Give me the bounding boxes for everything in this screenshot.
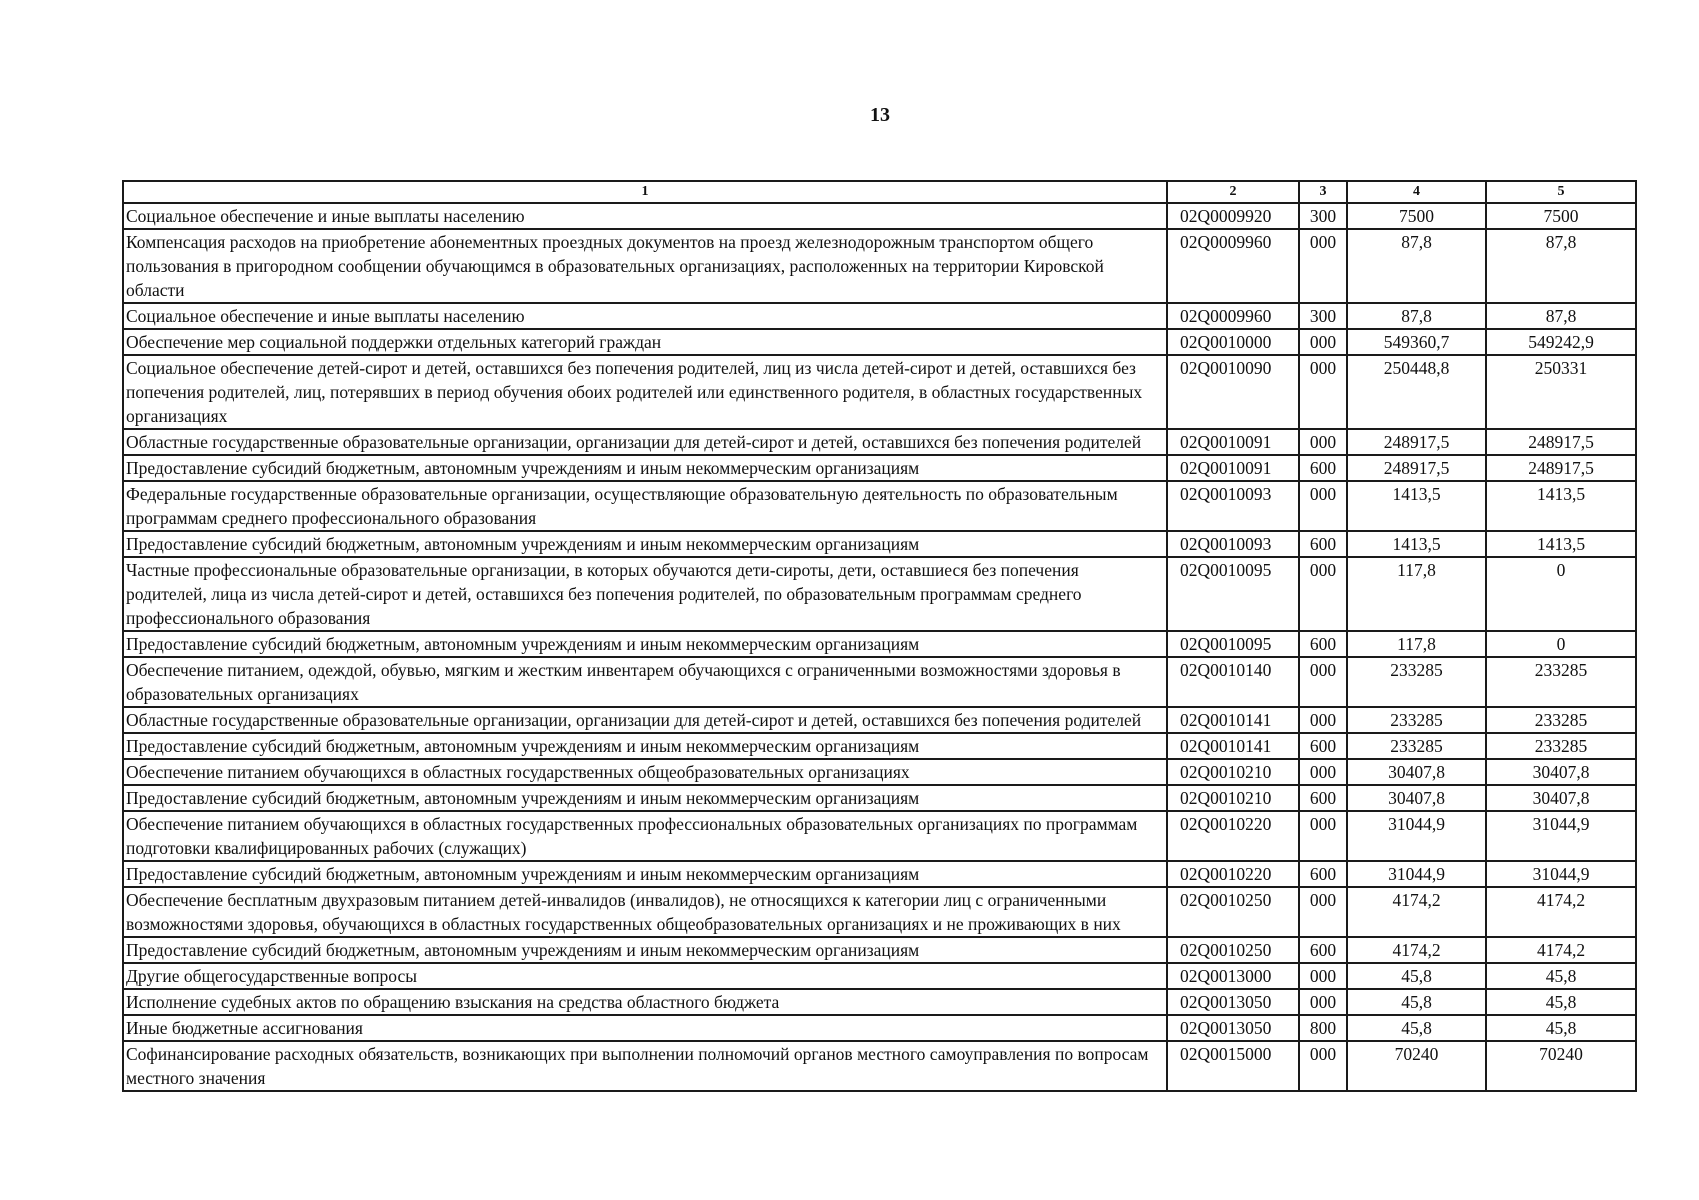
row-name: Предоставление субсидий бюджетным, автономным учреждениям и иным некоммерческим организациям — [123, 733, 1167, 759]
row-value-4: 250448,8 — [1347, 355, 1486, 429]
row-type: 600 — [1299, 631, 1347, 657]
row-type: 600 — [1299, 733, 1347, 759]
row-value-5: 31044,9 — [1486, 811, 1636, 861]
row-name: Предоставление субсидий бюджетным, автономным учреждениям и иным некоммерческим организациям — [123, 631, 1167, 657]
table-row — [123, 733, 1636, 759]
table-row — [123, 631, 1636, 657]
row-code: 02Q0009960 — [1167, 303, 1299, 329]
row-value-5: 31044,9 — [1486, 861, 1636, 887]
row-value-4: 7500 — [1347, 203, 1486, 229]
table-row — [123, 785, 1636, 811]
table-row — [123, 531, 1636, 557]
row-name: Предоставление субсидий бюджетным, автономным учреждениям и иным некоммерческим организациям — [123, 785, 1167, 811]
row-name: Областные государственные образовательные организации, организации для детей-сирот и детей, оставшихся без попечения родителей — [123, 707, 1167, 733]
table-row — [123, 557, 1636, 631]
row-name: Предоставление субсидий бюджетным, автономным учреждениям и иным некоммерческим организациям — [123, 861, 1167, 887]
row-value-4: 87,8 — [1347, 303, 1486, 329]
row-code: 02Q0010093 — [1167, 531, 1299, 557]
column-header: 5 — [1486, 181, 1636, 203]
row-name: Предоставление субсидий бюджетным, автономным учреждениям и иным некоммерческим организациям — [123, 531, 1167, 557]
row-value-5: 1413,5 — [1486, 531, 1636, 557]
table-row — [123, 203, 1636, 229]
column-header: 3 — [1299, 181, 1347, 203]
table-row — [123, 229, 1636, 303]
row-value-5: 45,8 — [1486, 989, 1636, 1015]
row-code: 02Q0010250 — [1167, 887, 1299, 937]
row-code: 02Q0010095 — [1167, 557, 1299, 631]
row-value-4: 233285 — [1347, 707, 1486, 733]
row-name: Компенсация расходов на приобретение абонементных проездных документов на проезд железнодорожным транспортом общего пользования в пригородном сообщении обучающимся в образовательных организациях, расположенных на территории Кировской области — [123, 229, 1167, 303]
row-name: Обеспечение бесплатным двухразовым питанием детей-инвалидов (инвалидов), не относящихся к категории лиц с ограниченными возможностями здоровья, обучающихся в областных государственных общеобразовательных организациях и не проживающих в них — [123, 887, 1167, 937]
row-value-4: 30407,8 — [1347, 785, 1486, 811]
row-name: Предоставление субсидий бюджетным, автономным учреждениям и иным некоммерческим организациям — [123, 937, 1167, 963]
row-value-5: 45,8 — [1486, 1015, 1636, 1041]
row-value-5: 248917,5 — [1486, 429, 1636, 455]
row-code: 02Q0010141 — [1167, 707, 1299, 733]
row-value-5: 233285 — [1486, 707, 1636, 733]
row-value-4: 4174,2 — [1347, 937, 1486, 963]
row-code: 02Q0010141 — [1167, 733, 1299, 759]
row-type: 000 — [1299, 355, 1347, 429]
row-value-4: 1413,5 — [1347, 481, 1486, 531]
table-row — [123, 329, 1636, 355]
row-value-5: 549242,9 — [1486, 329, 1636, 355]
table-row — [123, 861, 1636, 887]
row-code: 02Q0010000 — [1167, 329, 1299, 355]
row-value-5: 248917,5 — [1486, 455, 1636, 481]
row-name: Другие общегосударственные вопросы — [123, 963, 1167, 989]
row-name: Обеспечение питанием обучающихся в областных государственных профессиональных образовательных организациях по программам подготовки квалифицированных рабочих (служащих) — [123, 811, 1167, 861]
row-value-5: 1413,5 — [1486, 481, 1636, 531]
row-code: 02Q0010140 — [1167, 657, 1299, 707]
row-type: 600 — [1299, 785, 1347, 811]
row-type: 600 — [1299, 455, 1347, 481]
row-code: 02Q0010090 — [1167, 355, 1299, 429]
table-row — [123, 963, 1636, 989]
row-name: Федеральные государственные образовательные организации, осуществляющие образовательную деятельность по образовательным программам среднего профессионального образования — [123, 481, 1167, 531]
row-name: Социальное обеспечение детей-сирот и детей, оставшихся без попечения родителей, лиц из числа детей-сирот и детей, оставшихся без попечения родителей, лиц, потерявших в период обучения обоих родителей или единственного родителя, в областных государственных организациях — [123, 355, 1167, 429]
row-name: Иные бюджетные ассигнования — [123, 1015, 1167, 1041]
row-value-4: 233285 — [1347, 657, 1486, 707]
row-code: 02Q0010210 — [1167, 759, 1299, 785]
row-value-5: 87,8 — [1486, 303, 1636, 329]
row-code: 02Q0013050 — [1167, 1015, 1299, 1041]
page-number: 13 — [870, 104, 890, 126]
row-value-4: 70240 — [1347, 1041, 1486, 1091]
row-type: 000 — [1299, 557, 1347, 631]
table-header-row — [123, 181, 1636, 203]
row-code: 02Q0010220 — [1167, 811, 1299, 861]
row-type: 300 — [1299, 303, 1347, 329]
row-value-5: 45,8 — [1486, 963, 1636, 989]
row-type: 000 — [1299, 707, 1347, 733]
row-value-5: 4174,2 — [1486, 937, 1636, 963]
row-value-4: 549360,7 — [1347, 329, 1486, 355]
row-value-4: 45,8 — [1347, 963, 1486, 989]
budget-table — [122, 180, 1637, 1092]
row-value-4: 31044,9 — [1347, 861, 1486, 887]
row-type: 300 — [1299, 203, 1347, 229]
row-type: 000 — [1299, 887, 1347, 937]
table-row — [123, 355, 1636, 429]
row-type: 600 — [1299, 937, 1347, 963]
row-type: 600 — [1299, 861, 1347, 887]
column-header: 2 — [1167, 181, 1299, 203]
row-value-4: 4174,2 — [1347, 887, 1486, 937]
row-type: 000 — [1299, 329, 1347, 355]
row-value-5: 87,8 — [1486, 229, 1636, 303]
row-code: 02Q0015000 — [1167, 1041, 1299, 1091]
row-name: Обеспечение питанием обучающихся в областных государственных общеобразовательных организациях — [123, 759, 1167, 785]
row-type: 000 — [1299, 481, 1347, 531]
row-name: Обеспечение питанием, одеждой, обувью, мягким и жестким инвентарем обучающихся с ограниченными возможностями здоровья в образовательных организациях — [123, 657, 1167, 707]
table-row — [123, 1015, 1636, 1041]
table-row — [123, 1041, 1636, 1091]
row-type: 000 — [1299, 989, 1347, 1015]
row-code: 02Q0010093 — [1167, 481, 1299, 531]
row-value-5: 0 — [1486, 557, 1636, 631]
table-row — [123, 759, 1636, 785]
table-row — [123, 657, 1636, 707]
row-name: Софинансирование расходных обязательств, возникающих при выполнении полномочий органов местного самоуправления по вопросам местного значения — [123, 1041, 1167, 1091]
table-row — [123, 429, 1636, 455]
row-code: 02Q0009920 — [1167, 203, 1299, 229]
row-value-4: 248917,5 — [1347, 455, 1486, 481]
row-name: Областные государственные образовательные организации, организации для детей-сирот и детей, оставшихся без попечения родителей — [123, 429, 1167, 455]
row-value-4: 1413,5 — [1347, 531, 1486, 557]
row-value-5: 233285 — [1486, 657, 1636, 707]
row-type: 000 — [1299, 759, 1347, 785]
row-code: 02Q0010210 — [1167, 785, 1299, 811]
row-type: 000 — [1299, 811, 1347, 861]
row-type: 000 — [1299, 657, 1347, 707]
row-type: 800 — [1299, 1015, 1347, 1041]
row-value-5: 30407,8 — [1486, 785, 1636, 811]
row-value-5: 233285 — [1486, 733, 1636, 759]
table-row — [123, 989, 1636, 1015]
row-code: 02Q0010091 — [1167, 429, 1299, 455]
row-type: 000 — [1299, 963, 1347, 989]
row-value-4: 248917,5 — [1347, 429, 1486, 455]
row-value-5: 250331 — [1486, 355, 1636, 429]
table-row — [123, 811, 1636, 861]
row-value-4: 87,8 — [1347, 229, 1486, 303]
row-value-5: 30407,8 — [1486, 759, 1636, 785]
row-code: 02Q0010091 — [1167, 455, 1299, 481]
row-code: 02Q0010250 — [1167, 937, 1299, 963]
row-name: Частные профессиональные образовательные организации, в которых обучаются дети-сироты, дети, оставшиеся без попечения родителей, лица из числа детей-сирот и детей, оставшихся без попечения родителей, по образовательным программам среднего профессионального образования — [123, 557, 1167, 631]
row-type: 000 — [1299, 1041, 1347, 1091]
row-value-5: 7500 — [1486, 203, 1636, 229]
row-name: Социальное обеспечение и иные выплаты населению — [123, 203, 1167, 229]
row-code: 02Q0009960 — [1167, 229, 1299, 303]
table-row — [123, 303, 1636, 329]
row-value-5: 0 — [1486, 631, 1636, 657]
row-name: Предоставление субсидий бюджетным, автономным учреждениям и иным некоммерческим организациям — [123, 455, 1167, 481]
row-value-4: 117,8 — [1347, 557, 1486, 631]
row-type: 000 — [1299, 229, 1347, 303]
row-code: 02Q0013000 — [1167, 963, 1299, 989]
row-type: 000 — [1299, 429, 1347, 455]
row-name: Исполнение судебных актов по обращению взыскания на средства областного бюджета — [123, 989, 1167, 1015]
row-value-4: 233285 — [1347, 733, 1486, 759]
row-name: Обеспечение мер социальной поддержки отдельных категорий граждан — [123, 329, 1167, 355]
row-value-4: 45,8 — [1347, 989, 1486, 1015]
row-type: 600 — [1299, 531, 1347, 557]
row-code: 02Q0010095 — [1167, 631, 1299, 657]
table-row — [123, 481, 1636, 531]
table-body — [123, 203, 1636, 1091]
row-code: 02Q0013050 — [1167, 989, 1299, 1015]
column-header: 4 — [1347, 181, 1486, 203]
row-value-4: 30407,8 — [1347, 759, 1486, 785]
row-value-4: 45,8 — [1347, 1015, 1486, 1041]
table-row — [123, 707, 1636, 733]
column-header: 1 — [123, 181, 1167, 203]
row-name: Социальное обеспечение и иные выплаты населению — [123, 303, 1167, 329]
row-value-4: 31044,9 — [1347, 811, 1486, 861]
table-row — [123, 887, 1636, 937]
row-value-5: 70240 — [1486, 1041, 1636, 1091]
row-value-5: 4174,2 — [1486, 887, 1636, 937]
row-value-4: 117,8 — [1347, 631, 1486, 657]
row-code: 02Q0010220 — [1167, 861, 1299, 887]
table-row — [123, 937, 1636, 963]
table-row — [123, 455, 1636, 481]
